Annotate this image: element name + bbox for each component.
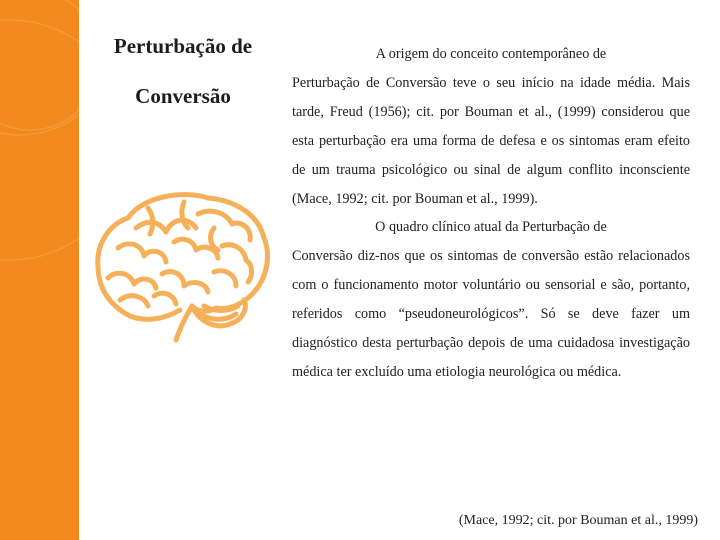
brain-illustration xyxy=(88,188,273,348)
paragraph-2 xyxy=(292,213,690,386)
paragraph-1-first-line: A origem do conceito contemporâneo de xyxy=(375,46,607,62)
paragraph-2-rest: Conversão diz-nos que os sintomas de conversão estão relacionados com o funcionamento motor voluntário ou sensorial e são, portanto, referidos como “pseudoneurológicos”. Só se deve fazer um diagnóstico desta perturbação depois de uma cuidadosa investigação médica ter excluído uma etiologia neurológica ou médica. xyxy=(292,248,690,380)
paragraph-1 xyxy=(292,40,690,213)
decorative-arcs xyxy=(0,0,79,540)
paragraph-1-rest: Perturbação de Conversão teve o seu início na idade média. Mais tarde, Freud (1956); cit. por Bouman et al., (1999) considerou que esta perturbação era uma forma de defesa e os sintomas eram efeito de um trauma psicológico ou sinal de algum conflito inconsciente (Mace, 1992; cit. por Bouman et al., 1999). xyxy=(292,74,690,207)
citation: (Mace, 1992; cit. por Bouman et al., 1999) xyxy=(458,513,698,528)
decorative-side-band xyxy=(0,0,79,540)
paragraph-2-first-line: O quadro clínico atual da Perturbação de xyxy=(375,219,607,236)
title-line-1: Perturbação de xyxy=(113,34,253,58)
title-line-2: Conversão xyxy=(135,84,231,108)
slide-title xyxy=(88,36,278,107)
body-text xyxy=(292,40,690,387)
